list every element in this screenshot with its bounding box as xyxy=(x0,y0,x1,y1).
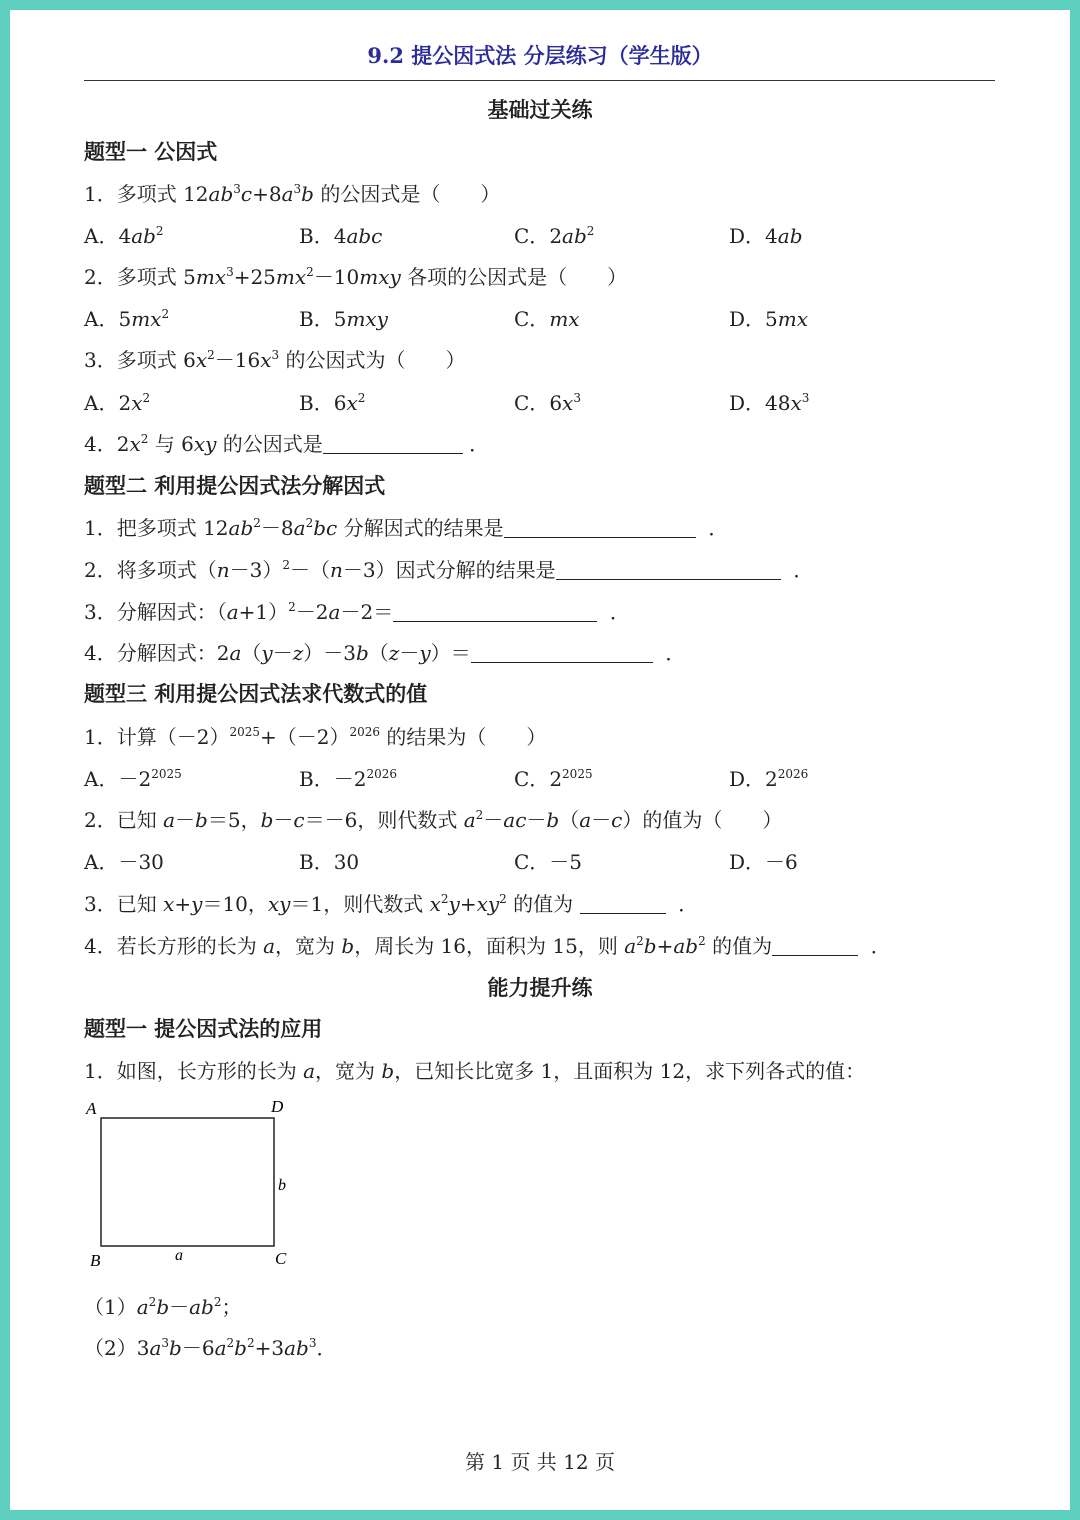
part4-heading: 题型一 提公因式法的应用 xyxy=(84,1016,323,1041)
p3-q1: 1．计算$(-2)^{2025}+(-2)^{2026}$ 的结果为（ ） xyxy=(84,725,547,749)
p1-q1: 1．多项式 $12ab^3c+8a^3b$ 的公因式是（ ） xyxy=(84,182,501,206)
label-b-vertex: B xyxy=(90,1251,101,1270)
page-title: 9.2 提公因式法 分层练习（学生版） xyxy=(367,43,713,68)
p2-q2: 2．将多项式$(n-3)^2-(n-3)$因式分解的结果是 ． xyxy=(84,558,814,582)
p3-q1-option-a: A．$-2^{2025}$ xyxy=(84,767,182,791)
p1-q3-option-a: A．$2x^2$ xyxy=(84,391,151,415)
p1-q2: 2．多项式 $5mx^3+25mx^2-10mxy$ 各项的公因式是（ ） xyxy=(84,265,628,289)
p2-q4: 4．分解因式：2a（y－z）－3b（z－y）＝ ． xyxy=(84,641,686,665)
p1-q3-option-c: C．$6x^3$ xyxy=(514,391,581,415)
p1-q2-option-c: C．mx xyxy=(514,307,580,331)
p1-q1-option-a: A．$4ab^2$ xyxy=(84,224,164,248)
p3-q1-option-d: D．$2^{2026}$ xyxy=(729,767,809,791)
part2-heading: 题型二 利用提公因式法分解因式 xyxy=(84,473,386,498)
p3-q2: 2．已知 a－b＝5，b－c＝－6，则代数式 $a^2-ac-b(a-c)$的值为（ ） xyxy=(84,808,783,832)
p3-q2-option-a: A．－30 xyxy=(84,850,164,874)
p1-q3: 3．多项式 $6x^2-16x^3$ 的公因式为（ ） xyxy=(84,348,466,372)
p3-q2-option-c: C．－5 xyxy=(514,850,583,874)
p3-q2-option-d: D．－6 xyxy=(729,850,798,874)
p1-q2-option-d: D．5mx xyxy=(729,307,809,331)
label-a-vertex: A xyxy=(86,1099,97,1118)
rectangle-abcd xyxy=(101,1118,274,1246)
p3-q1-option-b: B．$-2^{2026}$ xyxy=(299,767,397,791)
p3-q4: 4．若长方形的长为 a，宽为 b，周长为 16，面积为 15，则 $a^2b+ab^2$ 的值为 ． xyxy=(84,934,891,958)
p1-q1-option-c: C．$2ab^2$ xyxy=(514,224,595,248)
label-side-a: a xyxy=(175,1247,183,1264)
part1-heading: 题型一 公因式 xyxy=(84,139,218,164)
page-footer: 第 1 页 共 12 页 xyxy=(465,1450,615,1474)
label-side-b: b xyxy=(278,1177,286,1194)
p1-q3-option-b: B．$6x^2$ xyxy=(299,391,366,415)
p1-q2-option-b: B．5mxy xyxy=(299,307,388,331)
p3-q3: 3．已知 x+y＝10，xy＝1，则代数式 $x^2y+xy^2$ 的值为 ． xyxy=(84,892,699,916)
p3-q1-option-c: C．$2^{2025}$ xyxy=(514,767,593,791)
label-c-vertex: C xyxy=(275,1249,287,1268)
rectangle-figure xyxy=(10,10,1070,1510)
section-basic: 基础过关练 xyxy=(487,97,593,122)
worksheet-page xyxy=(10,10,1070,1510)
part3-heading: 题型三 利用提公因式法求代数式的值 xyxy=(84,681,428,706)
p1-q4: 4．$2x^2$ 与 6xy 的公因式是 ． xyxy=(84,432,490,456)
section-advanced: 能力提升练 xyxy=(487,975,593,1000)
label-d-vertex: D xyxy=(271,1097,284,1116)
p4-sub1: $(1)a^2b-ab^2$； xyxy=(84,1295,242,1319)
p1-q3-option-d: D．$48x^3$ xyxy=(729,391,810,415)
p3-q2-option-b: B．30 xyxy=(299,850,360,874)
p4-sub2: $(2)3a^3b-6a^2b^2+3ab^3$． xyxy=(84,1336,337,1360)
p2-q3: 3．分解因式：$(a+1)^2-2a-2=$ ． xyxy=(84,600,630,624)
p2-q1: 1．把多项式 $12ab^2-8a^2bc$ 分解因式的结果是 ． xyxy=(84,516,729,540)
p1-q1-option-d: D．4ab xyxy=(729,224,803,248)
p4-q1: 1．如图，长方形的长为 a，宽为 b，已知长比宽多 1，且面积为 12，求下列各式的值： xyxy=(84,1059,866,1083)
p1-q1-option-b: B．4abc xyxy=(299,224,383,248)
p1-q2-option-a: A．$5mx^2$ xyxy=(84,307,170,331)
